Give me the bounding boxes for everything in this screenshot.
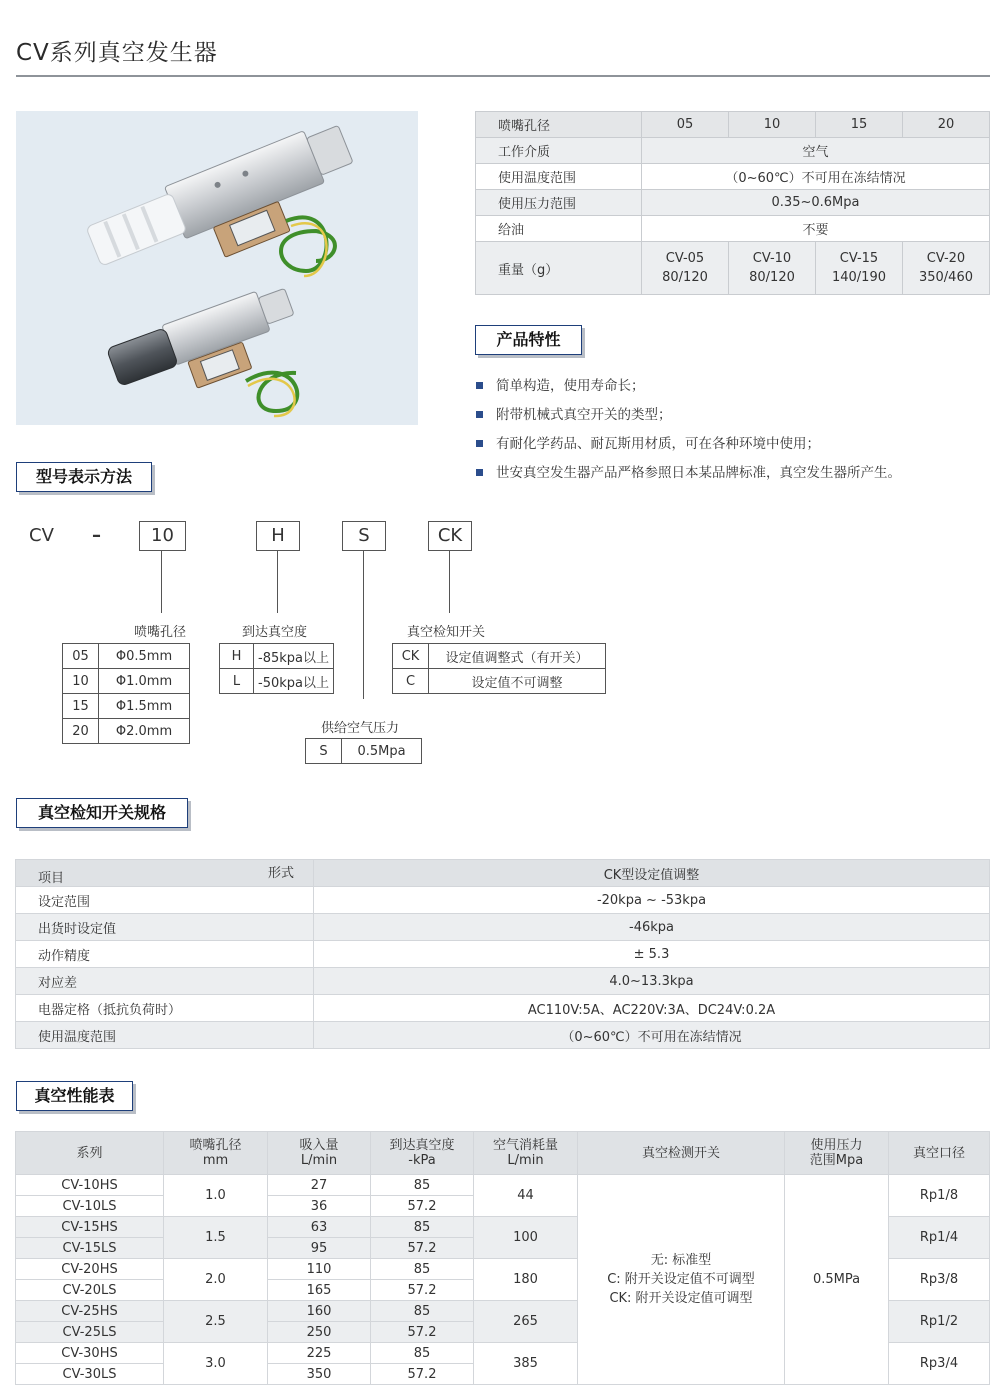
- leader-line: [449, 551, 450, 613]
- spec-row: [476, 164, 990, 190]
- feature-item: 有耐化学药品、耐瓦斯用材质，可在各种环境中使用；: [476, 434, 901, 463]
- model-code-pressure: S: [342, 521, 386, 551]
- perf-head-port: 真空口径: [889, 1132, 990, 1175]
- table-row: 动作精度 ± 5.3: [16, 941, 990, 968]
- spec-size-15: 15: [816, 112, 903, 138]
- spec-row-value: 不要: [642, 216, 990, 242]
- weight-model: CV-20: [926, 251, 966, 266]
- spec-row-label: 给油: [476, 216, 642, 242]
- model-code-nozzle: 10: [139, 521, 186, 551]
- spec-header-label: 喷嘴孔径: [476, 112, 642, 138]
- table-row: 出货时设定值 -46kpa: [16, 914, 990, 941]
- product-photo: [16, 111, 418, 425]
- spec-row-label: 使用温度范围: [476, 164, 642, 190]
- table-row: CV-30HS 3.0 225 85 385 Rp3/4: [16, 1343, 990, 1364]
- weight-model: CV-10: [752, 251, 792, 266]
- table-row: 对应差 4.0~13.3kpa: [16, 968, 990, 995]
- model-dash: –: [92, 525, 101, 546]
- perf-switch-cell: 无: 标准型 C: 附开关设定值不可调型 CK: 附开关设定值可调型: [578, 1175, 785, 1385]
- model-heading: 型号表示方法: [16, 462, 152, 492]
- leader-line: [363, 551, 364, 699]
- pressure-title: 供给空气压力: [321, 721, 400, 736]
- spec-size-05: 05: [642, 112, 729, 138]
- table-row: CV-20LS 165 57.2: [16, 1280, 990, 1301]
- bullet-square-icon: [476, 440, 483, 447]
- title-divider: [16, 75, 990, 77]
- weight-value: 80/120: [749, 270, 795, 285]
- features-heading: 产品特性: [475, 325, 582, 355]
- pressure-table: S 0.5Mpa: [305, 738, 422, 764]
- feature-item: 简单构造，使用寿命长；: [476, 376, 901, 405]
- performance-table: [15, 1131, 990, 1385]
- switch-table: CK 设定值调整式（有开关） C 设定值不可调整: [392, 643, 606, 694]
- bullet-square-icon: [476, 469, 483, 476]
- model-code-switch: CK: [428, 521, 472, 551]
- spec-table: [475, 111, 990, 295]
- spec-weight-cell: [729, 242, 816, 295]
- vacuum-generator-illustration: [16, 111, 418, 425]
- table-row: 设定范围 -20kpa ~ -53kpa: [16, 887, 990, 914]
- switch-title: 真空检知开关: [407, 625, 486, 640]
- table-row: 使用温度范围 （0~60℃）不可用在冻结情况: [16, 1022, 990, 1049]
- model-code-vacuum: H: [256, 521, 300, 551]
- spec-weight-label: 重量（g）: [476, 242, 642, 295]
- table-row: 电器定格（抵抗负荷时） AC110V:5A、AC220V:3A、DC24V:0.2A: [16, 995, 990, 1022]
- spec-row: [476, 190, 990, 216]
- perf-pressure-cell: 0.5MPa: [785, 1175, 889, 1385]
- spec-weight-cell: [642, 242, 729, 295]
- ck-spec-heading: 真空检知开关规格: [16, 798, 188, 828]
- spec-size-20: 20: [903, 112, 990, 138]
- perf-head-suction: 吸入量 L/min: [268, 1132, 371, 1175]
- weight-value: 350/460: [918, 270, 973, 285]
- features-list: [476, 376, 901, 492]
- spec-weight-cell: [816, 242, 903, 295]
- spec-weight-cell: [903, 242, 990, 295]
- bullet-square-icon: [476, 411, 483, 418]
- leader-line: [277, 551, 278, 613]
- table-row: CV-15HS 1.5 63 85 100 Rp1/4: [16, 1217, 990, 1238]
- weight-value: 80/120: [662, 270, 708, 285]
- feature-item: 世安真空发生器产品严格参照日本某品牌标准，真空发生器所产生。: [476, 463, 901, 492]
- spec-row-label: 使用压力范围: [476, 190, 642, 216]
- spec-weight-row: [476, 242, 990, 295]
- weight-value: 140/190: [831, 270, 886, 285]
- ck-head-item-form: 项目 形式: [16, 860, 314, 887]
- vacuum-title: 到达真空度: [242, 625, 308, 640]
- leader-line: [161, 551, 162, 613]
- nozzle-title: 喷嘴孔径: [134, 625, 187, 640]
- spec-row: [476, 216, 990, 242]
- perf-head-vacuum: 到达真空度 -kPa: [371, 1132, 474, 1175]
- spec-row-label: 工作介质: [476, 138, 642, 164]
- perf-head-pressure: 使用压力 范围Mpa: [785, 1132, 889, 1175]
- spec-row-value: 空气: [642, 138, 990, 164]
- ck-head-value: CK型设定值调整: [314, 860, 990, 887]
- page-title: CV系列真空发生器: [16, 40, 218, 66]
- model-prefix: CV: [29, 525, 54, 546]
- table-row: CV-25LS 250 57.2: [16, 1322, 990, 1343]
- perf-head-nozzle: 喷嘴孔径 mm: [164, 1132, 268, 1175]
- spec-row-value: 0.35~0.6Mpa: [642, 190, 990, 216]
- table-row: CV-10LS 36 57.2: [16, 1196, 990, 1217]
- table-row: CV-15LS 95 57.2: [16, 1238, 990, 1259]
- table-row: CV-20HS 2.0 110 85 180 Rp3/8: [16, 1259, 990, 1280]
- vacuum-table: H -85kpa以上 L -50kpa以上: [219, 643, 334, 694]
- perf-head-series: 系列: [16, 1132, 164, 1175]
- weight-model: CV-15: [839, 251, 879, 266]
- feature-item: 附带机械式真空开关的类型；: [476, 405, 901, 434]
- spec-row-value: （0~60℃）不可用在冻结情况: [642, 164, 990, 190]
- table-row: CV-10HS 1.0 27 85 44 无: 标准型 C: 附开关设定值不可调型 CK: 附开关设定值可调型 0.5MPa Rp1/8: [16, 1175, 990, 1196]
- nozzle-table: 05 Φ0.5mm 10 Φ1.0mm 15 Φ1.5mm 20 Φ2.0mm: [62, 643, 190, 744]
- ck-spec-table: [15, 859, 990, 1049]
- table-row: CV-30LS 350 57.2: [16, 1364, 990, 1385]
- perf-head-air: 空气消耗量 L/min: [474, 1132, 578, 1175]
- table-row: CV-25HS 2.5 160 85 265 Rp1/2: [16, 1301, 990, 1322]
- weight-model: CV-05: [665, 251, 705, 266]
- perf-head-switch: 真空检测开关: [578, 1132, 785, 1175]
- spec-row: [476, 138, 990, 164]
- bullet-square-icon: [476, 382, 483, 389]
- performance-heading: 真空性能表: [16, 1081, 133, 1111]
- spec-size-10: 10: [729, 112, 816, 138]
